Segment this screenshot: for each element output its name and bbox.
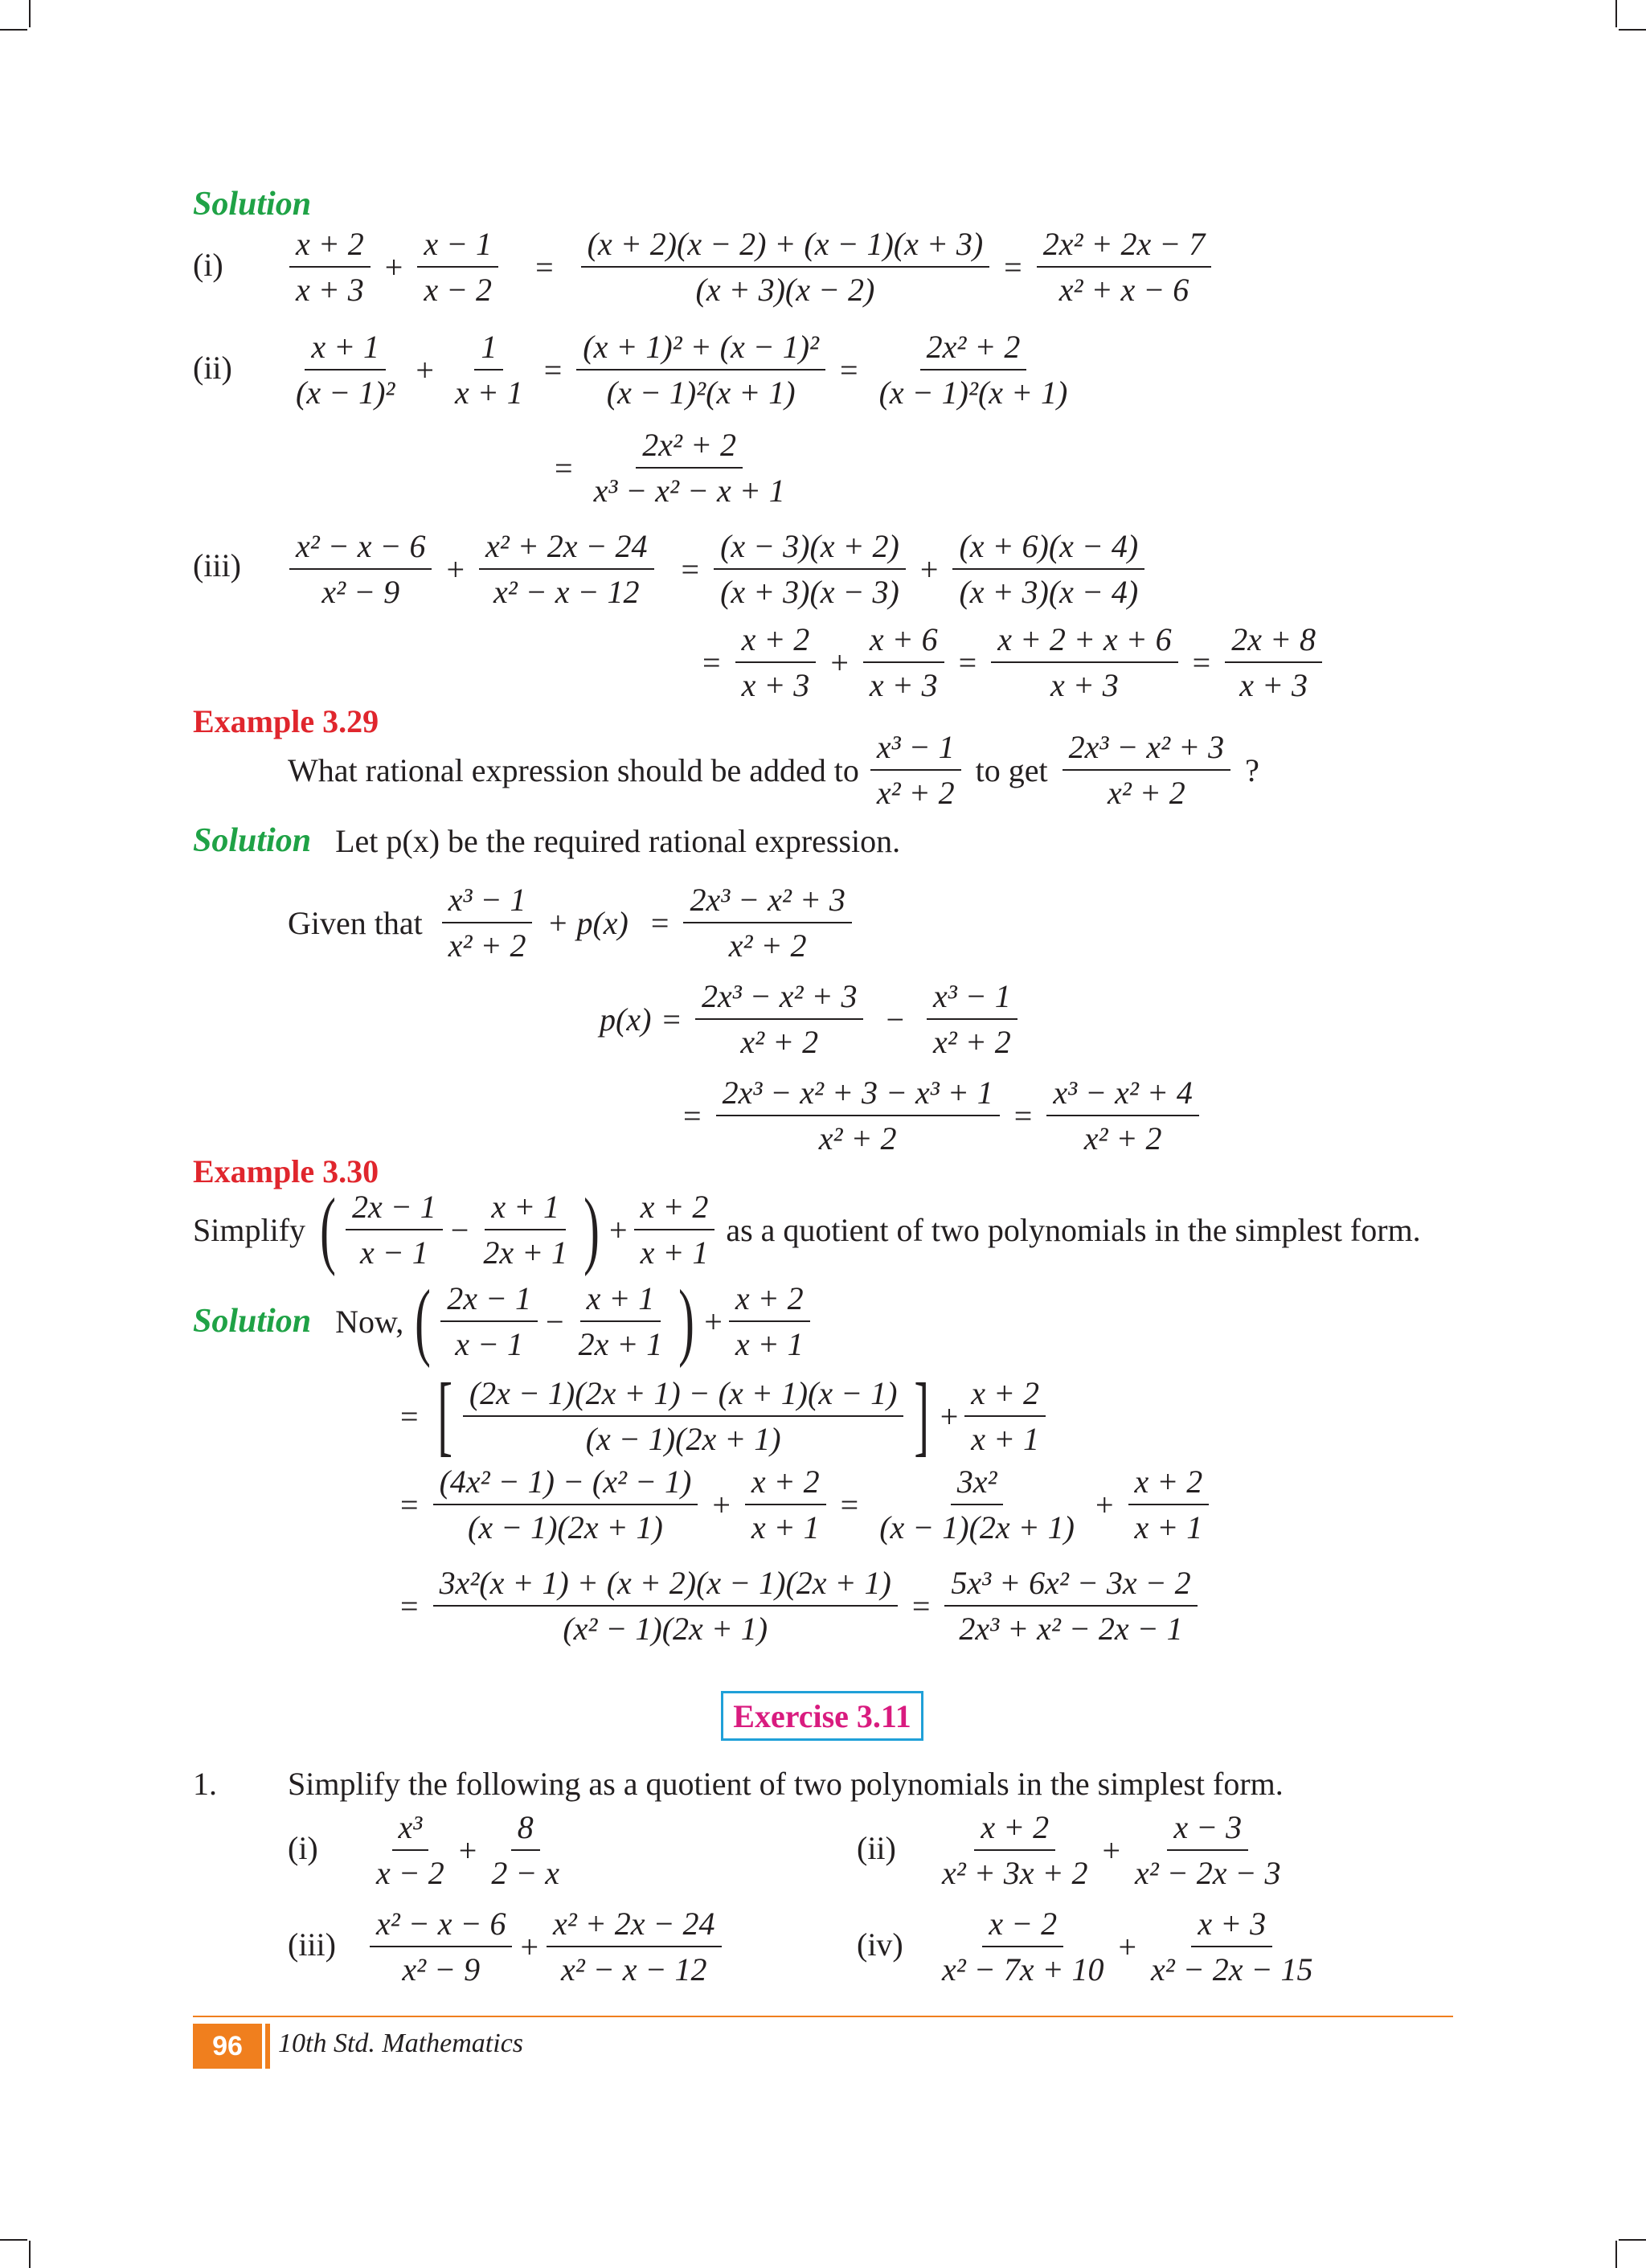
fraction: $\frac{\text{x² + 2x − 24}}{\text{x² − x − 12}}$	[479, 527, 653, 611]
fraction: $\frac{2x + 8}{x + 3}$	[1225, 620, 1322, 704]
example-329-step-1: p(x) = $\frac{\text{2x³ − x² + 3}}{\text{x² + 2}}$ − $\frac{\text{x³ − 1}}{\text{x² + 2}}$	[600, 977, 1021, 1061]
book-title: 10th Std. Mathematics	[278, 2029, 524, 2058]
example-330-question: Simplify ( $\frac{2x - 1}{x - 1}$ − $\frac{x + 1}{2x + 1}$ ) + $\frac{x + 2}{x + 1}$ as a quotient of two polynomials in the simplest form.	[193, 1181, 1421, 1277]
exercise-part-label: (i)	[288, 1830, 318, 1866]
example-329-solution-intro: Solution Let p(x) be the required rational expression.	[193, 822, 901, 859]
fraction: $\frac{x - 3}{\text{x² − 2x − 3}}$	[1135, 1809, 1281, 1891]
fraction: $\frac{(x + 6)(x - 4)}{(x + 3)(x - 4)}$	[952, 527, 1144, 611]
fraction: $\frac{\text{x² − x − 6}}{\text{x² − 9}}$	[370, 1905, 512, 1988]
crop-mark	[29, 2241, 31, 2268]
fraction: $\frac{\text{2x³ − x² + 3}}{\text{x² + 2}}$	[1063, 728, 1230, 812]
part-label-i: (i)	[193, 247, 223, 283]
example-330-solution-intro: Solution Now, ( $\frac{2x - 1}{x - 1}$ − $\frac{x + 1}{2x + 1}$ ) + $\frac{x + 2}{x + 1}$	[193, 1279, 813, 1363]
right-paren: )	[678, 1272, 695, 1369]
fraction: $\frac{x + 3}{\text{x² − 2x − 15}}$	[1151, 1906, 1313, 1988]
fraction: $\frac{x + 2}{x + 1}$	[745, 1463, 826, 1546]
exercise-part-ii: $\frac{x + 2}{\text{x² + 3x + 2}}$ + $\frac{x - 3}{\text{x² − 2x − 3}}$	[932, 1808, 1291, 1892]
exercise-question-text: Simplify the following as a quotient of two polynomials in the simplest form.	[288, 1766, 1284, 1802]
crop-mark	[29, 0, 31, 27]
fraction: $\frac{2x - 1}{x - 1}$	[346, 1188, 443, 1271]
page-number: 96	[193, 2024, 262, 2069]
fraction: $\frac{\text{2x³ − x² + 3 − x³ + 1}}{\text{x² + 2}}$	[716, 1074, 1000, 1157]
fraction: $\frac{1}{x + 1}$	[454, 329, 523, 411]
solution-iii-equation-cont: = $\frac{x + 2}{x + 3}$ + $\frac{x + 6}{x + 3}$ = $\frac{x + 2 + x + 6}{x + 3}$ = $\frac{2x + 8}{x + 3}$	[691, 620, 1325, 704]
fraction: $\frac{\text{(4x² − 1) − (x² − 1)}}{(x - 1)(2x + 1)}$	[433, 1463, 698, 1546]
fraction: $\frac{\text{x³ − 1}}{\text{x² + 2}}$	[870, 728, 961, 812]
fraction: $\frac{\text{(x + 1)² + (x − 1)²}}{\text{(x − 1)²(x + 1)}}$	[576, 328, 825, 411]
fraction: $\frac{x + 2}{x + 1}$	[1128, 1463, 1210, 1546]
solution-ii-equation: $\frac{x + 1}{\text{(x − 1)²}}$ + $\frac{1}{x + 1}$ = $\frac{\text{(x + 1)² + (x − 1)²}}{\text{(x − 1)²(x + 1)}}$ = $\frac{\text{2x² + 2}}{\text{(x − 1)²(x + 1)}}$	[286, 328, 1077, 411]
exercise-part-iv: $\frac{x - 2}{\text{x² − 7x + 10}}$ + $\frac{x + 3}{\text{x² − 2x − 15}}$	[932, 1905, 1323, 1988]
example-330-step-2: = $\frac{\text{(4x² − 1) − (x² − 1)}}{(x - 1)(2x + 1)}$ + $\frac{x + 2}{x + 1}$ = $\frac{\text{3x²}}{(x - 1)(2x + 1)}$ + $\frac{x + 2}{x + 1}$	[389, 1463, 1212, 1546]
fraction: $\frac{\text{5x³ + 6x² − 3x − 2}}{\text{2x³ + x² − 2x − 1}}$	[944, 1564, 1197, 1648]
example-329-given: Given that $\frac{\text{x³ − 1}}{\text{x² + 2}}$ + p(x) = $\frac{\text{2x³ − x² + 3}}{\text{x² + 2}}$	[288, 881, 855, 964]
solution-i-equation: $\frac{x + 2}{x + 3}$ + $\frac{x - 1}{x - 2}$ = $\frac{(x + 2)(x - 2) + (x - 1)(x + 3)}{(x + 3)(x - 2)}$ = $\frac{\text{2x² + 2x − 7}}{\text{x² + x − 6}}$	[286, 225, 1214, 309]
exercise-question-number: 1.	[193, 1766, 217, 1802]
crop-mark	[1615, 2241, 1617, 2268]
left-paren: (	[320, 1181, 336, 1277]
example-329-question: What rational expression should be added to $\frac{\text{x³ − 1}}{\text{x² + 2}}$ to get $\frac{\text{2x³ − x² + 3}}{\text{x² + 2}}$ ?	[288, 729, 1259, 811]
example-330-step-1: = [ $\frac{(2x - 1)(2x + 1) - (x + 1)(x - 1)}{(x - 1)(2x + 1)}$ ] + $\frac{x + 2}{x + 1}$	[389, 1374, 1049, 1458]
fraction: $\frac{(x + 2)(x - 2) + (x - 1)(x + 3)}{(x + 3)(x - 2)}$	[581, 225, 990, 309]
part-label-iii: (iii)	[193, 547, 241, 583]
example-330-step-3: = $\frac{\text{3x²(x + 1) + (x + 2)(x − 1)(2x + 1)}}{\text{(x² − 1)(2x + 1)}}$ = $\frac{\text{5x³ + 6x² − 3x − 2}}{\text{2x³ + x² − 2x − 1}}$	[389, 1564, 1201, 1648]
fraction: $\frac{x + 2}{\text{x² + 3x + 2}}$	[942, 1809, 1088, 1891]
fraction: $\frac{\text{x³ − 1}}{\text{x² + 2}}$	[442, 881, 533, 964]
right-bracket: ]	[914, 1365, 930, 1466]
fraction: $\frac{(2x - 1)(2x + 1) - (x + 1)(x - 1)}{(x - 1)(2x + 1)}$	[463, 1374, 904, 1458]
fraction: $\frac{\text{2x³ − x² + 3}}{\text{x² + 2}}$	[695, 977, 863, 1061]
fraction: $\frac{\text{2x² + 2}}{\text{x³ − x² − x + 1}}$	[593, 427, 785, 509]
fraction: $\frac{x + 2 + x + 6}{x + 3}$	[991, 620, 1177, 704]
solution-heading: Solution	[193, 186, 312, 223]
solution-iii-equation: $\frac{\text{x² − x − 6}}{\text{x² − 9}}$ + $\frac{\text{x² + 2x − 24}}{\text{x² − x − 12}}$ = $\frac{(x - 3)(x + 2)}{(x + 3)(x - 3)}$ + $\frac{(x + 6)(x - 4)}{(x + 3)(x - 4)}$	[286, 527, 1148, 611]
fraction: $\frac{x + 2}{x + 1}$	[634, 1188, 715, 1271]
example-heading: Example 3.30	[193, 1153, 379, 1189]
exercise-title: Exercise 3.11	[721, 1691, 923, 1741]
fraction: $\frac{\text{x² + 2x − 24}}{\text{x² − x − 12}}$	[547, 1905, 721, 1988]
exercise-part-i: $\frac{\text{x³}}{x - 2}$ + $\frac{8}{2 - x}$	[366, 1808, 569, 1892]
fraction: $\frac{x - 2}{\text{x² − 7x + 10}}$	[942, 1906, 1104, 1988]
left-bracket: [	[436, 1365, 452, 1466]
fraction: $\frac{x + 2}{x + 3}$	[735, 620, 817, 704]
example-heading: Example 3.29	[193, 703, 379, 739]
crop-mark	[1615, 0, 1617, 27]
page-number-bar	[265, 2024, 270, 2069]
solution-ii-equation-cont: = $\frac{\text{2x² + 2}}{\text{x³ − x² − x + 1}}$	[543, 426, 795, 510]
crop-mark	[0, 2239, 27, 2241]
exercise-part-label: (ii)	[857, 1830, 896, 1866]
fraction: $\frac{(x - 3)(x + 2)}{(x + 3)(x - 3)}$	[714, 527, 906, 611]
fraction: $\frac{x + 1}{2x + 1}$	[483, 1189, 568, 1271]
crop-mark	[1619, 29, 1646, 31]
fraction: $\frac{x + 1}{2x + 1}$	[578, 1280, 663, 1362]
crop-mark	[1619, 2239, 1646, 2241]
fraction: $\frac{\text{2x² + 2x − 7}}{\text{x² + x − 6}}$	[1037, 225, 1211, 309]
fraction: $\frac{\text{x² − x − 6}}{\text{x² − 9}}$	[289, 527, 432, 611]
fraction: $\frac{\text{x³ − x² + 4}}{\text{x² + 2}}$	[1046, 1074, 1198, 1157]
fraction: $\frac{x + 2}{x + 1}$	[729, 1279, 810, 1363]
example-329-step-2: = $\frac{\text{2x³ − x² + 3 − x³ + 1}}{\text{x² + 2}}$ = $\frac{\text{x³ − x² + 4}}{\text{x² + 2}}$	[672, 1074, 1202, 1157]
fraction: $\frac{x + 2}{x + 3}$	[289, 225, 371, 309]
fraction: $\frac{\text{x³}}{x - 2}$	[376, 1809, 444, 1891]
fraction: $\frac{\text{x³ − 1}}{\text{x² + 2}}$	[927, 977, 1017, 1061]
right-paren: )	[583, 1181, 600, 1277]
exercise-part-iii: $\frac{\text{x² − x − 6}}{\text{x² − 9}}$ + $\frac{\text{x² + 2x − 24}}{\text{x² − x − 12}}$	[366, 1905, 725, 1988]
fraction: $\frac{x + 2}{x + 1}$	[964, 1374, 1046, 1458]
fraction: $\frac{\text{2x³ − x² + 3}}{\text{x² + 2}}$	[683, 881, 851, 964]
fraction: $\frac{\text{3x²(x + 1) + (x + 2)(x − 1)(2x + 1)}}{\text{(x² − 1)(2x + 1)}}$	[433, 1564, 898, 1648]
part-label-ii: (ii)	[193, 350, 232, 386]
crop-mark	[0, 29, 27, 31]
fraction: $\frac{2x - 1}{x - 1}$	[440, 1279, 538, 1363]
left-paren: (	[415, 1272, 432, 1369]
fraction: $\frac{x + 6}{x + 3}$	[863, 620, 944, 704]
exercise-part-label: (iv)	[857, 1926, 903, 1963]
fraction: $\frac{8}{2 - x}$	[491, 1809, 560, 1891]
exercise-part-label: (iii)	[288, 1926, 336, 1963]
fraction: $\frac{x - 1}{x - 2}$	[417, 225, 498, 309]
footer-rule	[193, 2016, 1453, 2017]
fraction: $\frac{\text{3x²}}{(x - 1)(2x + 1)}$	[879, 1464, 1075, 1545]
fraction: $\frac{x + 1}{\text{(x − 1)²}}$	[296, 329, 395, 411]
fraction: $\frac{\text{2x² + 2}}{\text{(x − 1)²(x + 1)}}$	[878, 329, 1068, 411]
